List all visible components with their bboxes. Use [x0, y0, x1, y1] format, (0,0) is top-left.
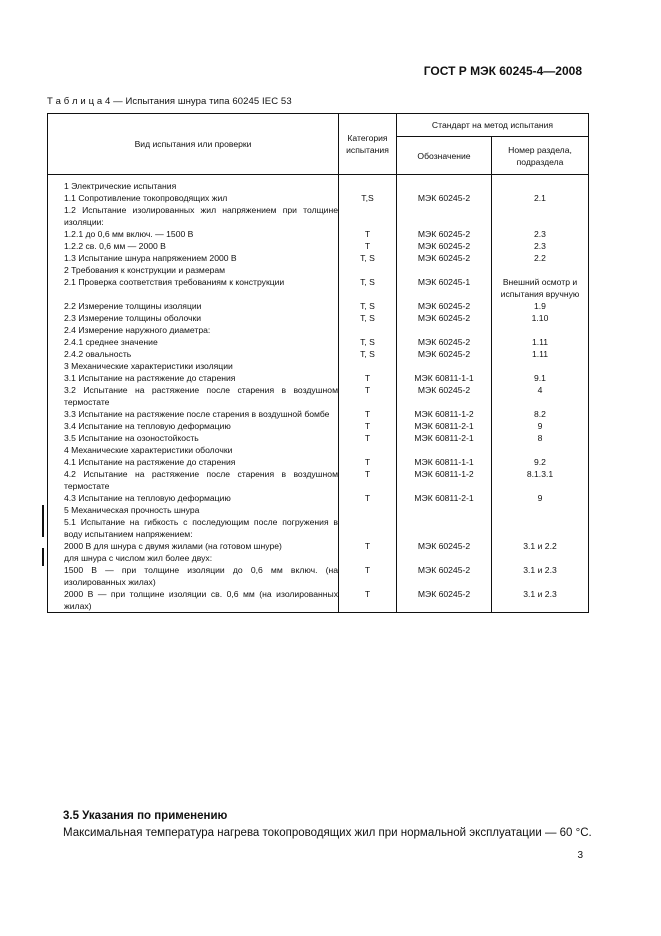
table-row [48, 348, 589, 360]
table-row [48, 204, 589, 228]
cell-category: T [339, 468, 397, 492]
table-row [48, 540, 589, 552]
cell-section: 2.3 [492, 228, 589, 240]
header-designation: Обозначение [397, 137, 492, 175]
cell-category: T [339, 540, 397, 552]
cell-category: T [339, 384, 397, 408]
cell-test-name: 2.4.2 овальность [48, 348, 339, 360]
table-row [48, 588, 589, 613]
table-row [48, 240, 589, 252]
cell-category: T,S [339, 192, 397, 204]
tests-table [47, 113, 589, 613]
cell-category: T, S [339, 276, 397, 300]
cell-category: T [339, 492, 397, 504]
cell-category [339, 552, 397, 564]
header-section-number: Номер раздела, подраздела [492, 137, 589, 175]
cell-section: 4 [492, 384, 589, 408]
cell-category: T [339, 408, 397, 420]
section-heading: 3.5 Указания по применению [63, 810, 228, 822]
cell-section: 9 [492, 420, 589, 432]
cell-test-name: 5.1 Испытание на гибкость с последующим после погружения в воду испытанием напряжением: [48, 516, 339, 540]
cell-test-name: 2.2 Измерение толщины изоляции [48, 300, 339, 312]
cell-test-name: 4.1 Испытание на растяжение до старения [48, 456, 339, 468]
cell-designation: МЭК 60811-2-1 [397, 432, 492, 444]
document-header-title: ГОСТ Р МЭК 60245-4—2008 [423, 64, 582, 78]
cell-test-name: 2.1 Проверка соответствия требованиям к конструкции [48, 276, 339, 300]
cell-test-name: 3.1 Испытание на растяжение до старения [48, 372, 339, 384]
table-row [48, 264, 589, 276]
table-row [48, 516, 589, 540]
table-row [48, 432, 589, 444]
cell-designation: МЭК 60811-1-2 [397, 408, 492, 420]
table-row [48, 252, 589, 264]
cell-section: 8.1.3.1 [492, 468, 589, 492]
cell-section: 2.1 [492, 192, 589, 204]
cell-designation: МЭК 60245-2 [397, 312, 492, 324]
cell-category: T [339, 456, 397, 468]
cell-designation: МЭК 60811-1-1 [397, 372, 492, 384]
cell-section [492, 516, 589, 540]
cell-category [339, 204, 397, 228]
cell-test-name: 1.1 Сопротивление токопроводящих жил [48, 192, 339, 204]
cell-section: Внешний осмотр и испытания вручную [492, 276, 589, 300]
cell-designation: МЭК 60245-2 [397, 252, 492, 264]
cell-category [339, 180, 397, 192]
page-number: 3 [577, 850, 583, 861]
table-body [48, 175, 589, 613]
cell-category [339, 444, 397, 456]
cell-section: 1.11 [492, 348, 589, 360]
cell-designation [397, 444, 492, 456]
cell-section [492, 204, 589, 228]
cell-designation: МЭК 60811-1-1 [397, 456, 492, 468]
cell-designation: МЭК 60245-2 [397, 300, 492, 312]
cell-test-name: 3.4 Испытание на тепловую деформацию [48, 420, 339, 432]
table-row [48, 456, 589, 468]
cell-designation [397, 204, 492, 228]
cell-category: T, S [339, 312, 397, 324]
cell-section: 1.9 [492, 300, 589, 312]
cell-section: 9 [492, 492, 589, 504]
cell-test-name: 3 Механические характеристики изоляции [48, 360, 339, 372]
cell-designation: МЭК 60245-1 [397, 276, 492, 300]
cell-category: T [339, 240, 397, 252]
cell-designation [397, 180, 492, 192]
cell-test-name: 4.2 Испытание на растяжение после старения в воздушном термостате [48, 468, 339, 492]
cell-designation: МЭК 60245-2 [397, 240, 492, 252]
cell-designation: МЭК 60811-2-1 [397, 420, 492, 432]
cell-test-name: для шнура с числом жил более двух: [48, 552, 339, 564]
cell-designation [397, 552, 492, 564]
cell-category: T [339, 432, 397, 444]
cell-test-name: 3.3 Испытание на растяжение после старения в воздушной бомбе [48, 408, 339, 420]
cell-category: T, S [339, 252, 397, 264]
revision-marker-bar [42, 548, 44, 566]
cell-test-name: 1500 В — при толщине изоляции до 0,6 мм включ. (на изолированных жилах) [48, 564, 339, 588]
table-row [48, 384, 589, 408]
table-row [48, 360, 589, 372]
cell-category: T [339, 420, 397, 432]
cell-test-name: 2.3 Измерение толщины оболочки [48, 312, 339, 324]
table-row [48, 408, 589, 420]
cell-section: 3.1 и 2.3 [492, 588, 589, 613]
cell-category: T [339, 372, 397, 384]
cell-section [492, 504, 589, 516]
table-row [48, 336, 589, 348]
cell-test-name: 1 Электрические испытания [48, 180, 339, 192]
table-row [48, 372, 589, 384]
cell-test-name: 5 Механическая прочность шнура [48, 504, 339, 516]
cell-designation [397, 324, 492, 336]
table-row [48, 492, 589, 504]
cell-test-name: 4.3 Испытание на тепловую деформацию [48, 492, 339, 504]
section-text: Максимальная температура нагрева токопроводящих жил при нормальной эксплуатации — 60 °C. [63, 827, 592, 839]
cell-designation: МЭК 60811-1-2 [397, 468, 492, 492]
cell-designation: МЭК 60245-2 [397, 348, 492, 360]
cell-test-name: 2000 В — при толщине изоляции св. 0,6 мм (на изолированных жилах) [48, 588, 339, 613]
table-row [48, 444, 589, 456]
cell-section: 9.1 [492, 372, 589, 384]
cell-designation [397, 516, 492, 540]
cell-category [339, 360, 397, 372]
cell-section [492, 180, 589, 192]
cell-section: 1.11 [492, 336, 589, 348]
table-row [48, 504, 589, 516]
cell-category [339, 264, 397, 276]
cell-section [492, 264, 589, 276]
cell-designation [397, 360, 492, 372]
cell-category [339, 504, 397, 516]
table-row [48, 552, 589, 564]
cell-test-name: 1.2.2 св. 0,6 мм — 2000 В [48, 240, 339, 252]
cell-category: T, S [339, 348, 397, 360]
cell-section [492, 324, 589, 336]
cell-section: 3.1 и 2.2 [492, 540, 589, 552]
table-row [48, 312, 589, 324]
cell-designation: МЭК 60245-2 [397, 228, 492, 240]
cell-test-name: 2.4.1 среднее значение [48, 336, 339, 348]
cell-test-name: 3.2 Испытание на растяжение после старения в воздушном термостате [48, 384, 339, 408]
table-row [48, 300, 589, 312]
table-row [48, 228, 589, 240]
cell-section [492, 552, 589, 564]
cell-category: T [339, 564, 397, 588]
cell-test-name: 2 Требования к конструкции и размерам [48, 264, 339, 276]
cell-designation: МЭК 60811-2-1 [397, 492, 492, 504]
cell-section: 8.2 [492, 408, 589, 420]
cell-section: 3.1 и 2.3 [492, 564, 589, 588]
header-test-type: Вид испытания или проверки [48, 114, 339, 175]
cell-section: 8 [492, 432, 589, 444]
cell-designation: МЭК 60245-2 [397, 192, 492, 204]
cell-section: 9.2 [492, 456, 589, 468]
cell-section: 2.2 [492, 252, 589, 264]
table-row [48, 420, 589, 432]
table-row [48, 192, 589, 204]
cell-test-name: 1.2 Испытание изолированных жил напряжением при толщине изоляции: [48, 204, 339, 228]
cell-test-name: 1.2.1 до 0,6 мм включ. — 1500 В [48, 228, 339, 240]
cell-designation: МЭК 60245-2 [397, 336, 492, 348]
cell-section: 2.3 [492, 240, 589, 252]
cell-designation: МЭК 60245-2 [397, 540, 492, 552]
cell-designation: МЭК 60245-2 [397, 564, 492, 588]
table-caption: Т а б л и ц а 4 — Испытания шнура типа 60245 IEC 53 [47, 96, 292, 107]
cell-section [492, 360, 589, 372]
table-row [48, 180, 589, 192]
cell-category: T, S [339, 300, 397, 312]
table-row [48, 324, 589, 336]
table-row [48, 276, 589, 300]
cell-category: T [339, 588, 397, 613]
cell-designation: МЭК 60245-2 [397, 384, 492, 408]
table-row [48, 468, 589, 492]
cell-test-name: 4 Механические характеристики оболочки [48, 444, 339, 456]
cell-category [339, 516, 397, 540]
cell-test-name: 2.4 Измерение наружного диаметра: [48, 324, 339, 336]
header-standard: Стандарт на метод испытания [397, 114, 589, 137]
cell-section [492, 444, 589, 456]
cell-designation [397, 504, 492, 516]
cell-test-name: 1.3 Испытание шнура напряжением 2000 В [48, 252, 339, 264]
header-category: Категория испытания [339, 114, 397, 175]
cell-section: 1.10 [492, 312, 589, 324]
table-row [48, 564, 589, 588]
cell-designation: МЭК 60245-2 [397, 588, 492, 613]
cell-category [339, 324, 397, 336]
cell-test-name: 3.5 Испытание на озоностойкость [48, 432, 339, 444]
cell-test-name: 2000 В для шнура с двумя жилами (на готовом шнуре) [48, 540, 339, 552]
cell-category: T, S [339, 336, 397, 348]
cell-category: T [339, 228, 397, 240]
cell-designation [397, 264, 492, 276]
revision-marker-bar [42, 505, 44, 537]
